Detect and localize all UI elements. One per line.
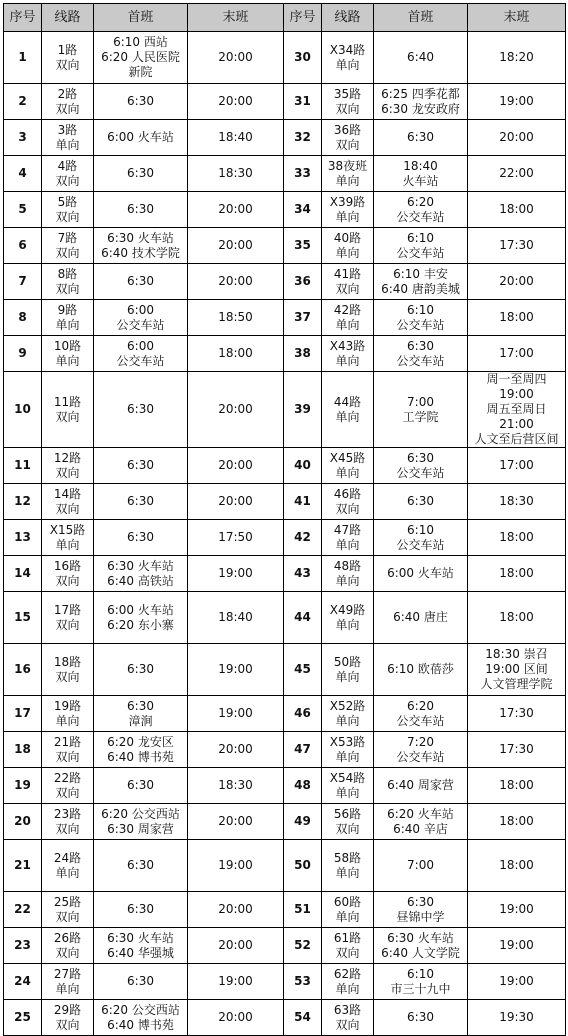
first-bus-cell: 6:20 公交西站 6:40 博书苑 — [94, 1000, 188, 1036]
first-bus-cell: 6:30 — [94, 964, 188, 1000]
index-cell: 48 — [284, 768, 322, 804]
first-bus-cell: 6:30 — [94, 84, 188, 120]
last-bus-cell: 18:30 — [188, 156, 284, 192]
last-bus-cell: 周一至周四 19:00 周五至周日 21:00 人文至后营区间 — [468, 372, 566, 448]
index-cell: 50 — [284, 840, 322, 892]
first-bus-cell: 6:30 — [94, 156, 188, 192]
first-bus-cell: 6:30 漳涧 — [94, 696, 188, 732]
index-cell: 32 — [284, 120, 322, 156]
index-cell: 19 — [4, 768, 42, 804]
last-bus-cell: 20:00 — [188, 84, 284, 120]
line-cell: 9路 单向 — [42, 300, 94, 336]
first-bus-cell: 6:30 火车站 6:40 华强城 — [94, 928, 188, 964]
line-cell: 40路 单向 — [322, 228, 374, 264]
index-cell: 54 — [284, 1000, 322, 1036]
first-bus-cell: 6:00 公交车站 — [94, 336, 188, 372]
last-bus-cell: 22:00 — [468, 156, 566, 192]
first-bus-cell: 6:30 公交车站 — [374, 336, 468, 372]
line-cell: 17路 双向 — [42, 592, 94, 644]
first-bus-cell: 6:20 龙安区 6:40 博书苑 — [94, 732, 188, 768]
last-bus-cell: 20:00 — [468, 120, 566, 156]
first-bus-cell: 6:30 — [94, 892, 188, 928]
table-row — [4, 84, 566, 120]
last-bus-cell: 19:00 — [188, 964, 284, 1000]
last-bus-cell: 18:00 — [468, 840, 566, 892]
line-cell: X15路 单向 — [42, 520, 94, 556]
index-cell: 38 — [284, 336, 322, 372]
line-cell: 4路 双向 — [42, 156, 94, 192]
index-cell: 18 — [4, 732, 42, 768]
line-cell: 2路 双向 — [42, 84, 94, 120]
last-bus-cell: 20:00 — [188, 264, 284, 300]
first-bus-cell: 6:00 火车站 6:20 东小寨 — [94, 592, 188, 644]
line-cell: 16路 双向 — [42, 556, 94, 592]
table-row — [4, 264, 566, 300]
table-row — [4, 520, 566, 556]
first-bus-cell: 6:30 火车站 6:40 高铁站 — [94, 556, 188, 592]
last-bus-cell: 20:00 — [188, 928, 284, 964]
index-cell: 33 — [284, 156, 322, 192]
line-cell: 22路 双向 — [42, 768, 94, 804]
line-cell: X53路 单向 — [322, 732, 374, 768]
index-cell: 51 — [284, 892, 322, 928]
line-cell: 1路 双向 — [42, 32, 94, 84]
index-cell: 42 — [284, 520, 322, 556]
last-bus-cell: 18:00 — [468, 192, 566, 228]
last-bus-cell: 18:00 — [468, 556, 566, 592]
last-bus-cell: 18:40 — [188, 592, 284, 644]
line-cell: 36路 双向 — [322, 120, 374, 156]
first-bus-cell: 6:10 西站 6:20 人民医院 新院 — [94, 32, 188, 84]
index-cell: 14 — [4, 556, 42, 592]
line-cell: 3路 单向 — [42, 120, 94, 156]
line-cell: 56路 双向 — [322, 804, 374, 840]
table-row — [4, 1000, 566, 1036]
header-row — [4, 4, 566, 32]
line-cell: 60路 单向 — [322, 892, 374, 928]
last-bus-cell: 20:00 — [188, 732, 284, 768]
last-bus-cell: 20:00 — [188, 804, 284, 840]
last-bus-cell: 18:00 — [468, 768, 566, 804]
table-row — [4, 840, 566, 892]
table-row — [4, 964, 566, 1000]
line-cell: X43路 单向 — [322, 336, 374, 372]
index-cell: 12 — [4, 484, 42, 520]
first-bus-cell: 6:10 公交车站 — [374, 300, 468, 336]
table-row — [4, 592, 566, 644]
line-cell: 21路 双向 — [42, 732, 94, 768]
index-cell: 47 — [284, 732, 322, 768]
index-cell: 45 — [284, 644, 322, 696]
last-bus-cell: 19:00 — [468, 84, 566, 120]
index-cell: 43 — [284, 556, 322, 592]
index-cell: 7 — [4, 264, 42, 300]
table-row — [4, 644, 566, 696]
line-cell: 38夜班 单向 — [322, 156, 374, 192]
first-bus-cell: 6:20 公交车站 — [374, 696, 468, 732]
line-cell: 10路 单向 — [42, 336, 94, 372]
first-bus-cell: 6:30 — [94, 484, 188, 520]
table-row — [4, 804, 566, 840]
line-cell: 50路 单向 — [322, 644, 374, 696]
first-bus-cell: 6:30 — [94, 768, 188, 804]
last-bus-cell: 20:00 — [468, 264, 566, 300]
first-bus-cell: 6:30 — [94, 372, 188, 448]
first-bus-cell: 6:30 火车站 6:40 技术学院 — [94, 228, 188, 264]
line-cell: 5路 双向 — [42, 192, 94, 228]
line-cell: 19路 单向 — [42, 696, 94, 732]
index-cell: 44 — [284, 592, 322, 644]
last-bus-cell: 17:00 — [468, 448, 566, 484]
line-cell: 27路 单向 — [42, 964, 94, 1000]
last-bus-cell: 17:30 — [468, 696, 566, 732]
last-bus-cell: 18:50 — [188, 300, 284, 336]
header-first-bus-right: 首班 — [374, 4, 468, 32]
last-bus-cell: 18:00 — [468, 592, 566, 644]
line-cell: 46路 双向 — [322, 484, 374, 520]
line-cell: 26路 双向 — [42, 928, 94, 964]
first-bus-cell: 6:40 唐庄 — [374, 592, 468, 644]
last-bus-cell: 17:00 — [468, 336, 566, 372]
table-row — [4, 32, 566, 84]
first-bus-cell: 6:10 丰安 6:40 唐韵美城 — [374, 264, 468, 300]
header-index-left: 序号 — [4, 4, 42, 32]
last-bus-cell: 19:30 — [468, 1000, 566, 1036]
header-last-bus-left: 末班 — [188, 4, 284, 32]
header-line-right: 线路 — [322, 4, 374, 32]
line-cell: X45路 单向 — [322, 448, 374, 484]
first-bus-cell: 6:10 市三十九中 — [374, 964, 468, 1000]
index-cell: 30 — [284, 32, 322, 84]
first-bus-cell: 6:20 公交西站 6:30 周家营 — [94, 804, 188, 840]
line-cell: X52路 单向 — [322, 696, 374, 732]
first-bus-cell: 6:10 欧蓓莎 — [374, 644, 468, 696]
index-cell: 52 — [284, 928, 322, 964]
line-cell: 29路 双向 — [42, 1000, 94, 1036]
index-cell: 4 — [4, 156, 42, 192]
index-cell: 1 — [4, 32, 42, 84]
index-cell: 34 — [284, 192, 322, 228]
index-cell: 41 — [284, 484, 322, 520]
last-bus-cell: 20:00 — [188, 228, 284, 264]
table-row — [4, 928, 566, 964]
last-bus-cell: 19:00 — [188, 644, 284, 696]
line-cell: 63路 双向 — [322, 1000, 374, 1036]
last-bus-cell: 18:20 — [468, 32, 566, 84]
first-bus-cell: 6:30 昼锦中学 — [374, 892, 468, 928]
index-cell: 3 — [4, 120, 42, 156]
first-bus-cell: 6:30 — [94, 448, 188, 484]
index-cell: 6 — [4, 228, 42, 264]
first-bus-cell: 6:30 — [374, 120, 468, 156]
first-bus-cell: 7:00 工学院 — [374, 372, 468, 448]
table-row — [4, 300, 566, 336]
first-bus-cell: 6:30 — [94, 192, 188, 228]
table-row — [4, 192, 566, 228]
last-bus-cell: 19:00 — [188, 556, 284, 592]
line-cell: 48路 单向 — [322, 556, 374, 592]
header-first-bus-left: 首班 — [94, 4, 188, 32]
last-bus-cell: 17:50 — [188, 520, 284, 556]
first-bus-cell: 6:00 火车站 — [94, 120, 188, 156]
index-cell: 17 — [4, 696, 42, 732]
last-bus-cell: 20:00 — [188, 448, 284, 484]
index-cell: 46 — [284, 696, 322, 732]
first-bus-cell: 6:20 公交车站 — [374, 192, 468, 228]
index-cell: 21 — [4, 840, 42, 892]
index-cell: 8 — [4, 300, 42, 336]
first-bus-cell: 6:10 公交车站 — [374, 520, 468, 556]
table-row — [4, 484, 566, 520]
table-row — [4, 732, 566, 768]
last-bus-cell: 18:30 崇召 19:00 区间 人文管理学院 — [468, 644, 566, 696]
last-bus-cell: 20:00 — [188, 1000, 284, 1036]
line-cell: X54路 单向 — [322, 768, 374, 804]
line-cell: 11路 双向 — [42, 372, 94, 448]
last-bus-cell: 19:00 — [468, 892, 566, 928]
index-cell: 36 — [284, 264, 322, 300]
last-bus-cell: 18:00 — [188, 336, 284, 372]
table-row — [4, 120, 566, 156]
line-cell: 24路 单向 — [42, 840, 94, 892]
line-cell: 25路 双向 — [42, 892, 94, 928]
line-cell: 12路 双向 — [42, 448, 94, 484]
first-bus-cell: 6:00 火车站 — [374, 556, 468, 592]
first-bus-cell: 6:00 公交车站 — [94, 300, 188, 336]
first-bus-cell: 6:40 周家营 — [374, 768, 468, 804]
last-bus-cell: 20:00 — [188, 372, 284, 448]
index-cell: 35 — [284, 228, 322, 264]
table-row — [4, 448, 566, 484]
index-cell: 37 — [284, 300, 322, 336]
first-bus-cell: 6:30 — [94, 264, 188, 300]
first-bus-cell: 6:30 公交车站 — [374, 448, 468, 484]
first-bus-cell: 6:30 — [374, 1000, 468, 1036]
line-cell: 8路 双向 — [42, 264, 94, 300]
first-bus-cell: 6:30 — [94, 520, 188, 556]
first-bus-cell: 6:30 火车站 6:40 人文学院 — [374, 928, 468, 964]
last-bus-cell: 20:00 — [188, 32, 284, 84]
first-bus-cell: 6:30 — [94, 840, 188, 892]
last-bus-cell: 20:00 — [188, 484, 284, 520]
index-cell: 22 — [4, 892, 42, 928]
index-cell: 49 — [284, 804, 322, 840]
table-row — [4, 228, 566, 264]
line-cell: 44路 单向 — [322, 372, 374, 448]
last-bus-cell: 19:00 — [468, 928, 566, 964]
index-cell: 53 — [284, 964, 322, 1000]
index-cell: 24 — [4, 964, 42, 1000]
table-row — [4, 156, 566, 192]
header-index-right: 序号 — [284, 4, 322, 32]
table-row — [4, 372, 566, 448]
first-bus-cell: 7:00 — [374, 840, 468, 892]
line-cell: 14路 双向 — [42, 484, 94, 520]
last-bus-cell: 17:30 — [468, 732, 566, 768]
line-cell: 23路 双向 — [42, 804, 94, 840]
last-bus-cell: 20:00 — [188, 192, 284, 228]
header-last-bus-right: 末班 — [468, 4, 566, 32]
index-cell: 31 — [284, 84, 322, 120]
first-bus-cell: 7:20 公交车站 — [374, 732, 468, 768]
last-bus-cell: 18:30 — [188, 768, 284, 804]
index-cell: 25 — [4, 1000, 42, 1036]
line-cell: X39路 单向 — [322, 192, 374, 228]
table-row — [4, 336, 566, 372]
index-cell: 23 — [4, 928, 42, 964]
first-bus-cell: 6:20 火车站 6:40 辛店 — [374, 804, 468, 840]
line-cell: 61路 双向 — [322, 928, 374, 964]
first-bus-cell: 6:40 — [374, 32, 468, 84]
last-bus-cell: 19:00 — [188, 840, 284, 892]
table-row — [4, 696, 566, 732]
index-cell: 39 — [284, 372, 322, 448]
first-bus-cell: 6:10 公交车站 — [374, 228, 468, 264]
bus-schedule-table — [3, 3, 566, 1036]
first-bus-cell: 6:30 — [94, 644, 188, 696]
last-bus-cell: 17:30 — [468, 228, 566, 264]
first-bus-cell: 18:40 火车站 — [374, 156, 468, 192]
index-cell: 13 — [4, 520, 42, 556]
line-cell: 41路 双向 — [322, 264, 374, 300]
last-bus-cell: 18:30 — [468, 484, 566, 520]
line-cell: 35路 双向 — [322, 84, 374, 120]
line-cell: X49路 单向 — [322, 592, 374, 644]
index-cell: 5 — [4, 192, 42, 228]
index-cell: 16 — [4, 644, 42, 696]
table-row — [4, 556, 566, 592]
last-bus-cell: 18:00 — [468, 804, 566, 840]
line-cell: 42路 单向 — [322, 300, 374, 336]
line-cell: X34路 单向 — [322, 32, 374, 84]
line-cell: 7路 双向 — [42, 228, 94, 264]
index-cell: 9 — [4, 336, 42, 372]
index-cell: 2 — [4, 84, 42, 120]
last-bus-cell: 19:00 — [468, 964, 566, 1000]
index-cell: 11 — [4, 448, 42, 484]
last-bus-cell: 20:00 — [188, 892, 284, 928]
line-cell: 47路 单向 — [322, 520, 374, 556]
line-cell: 58路 单向 — [322, 840, 374, 892]
first-bus-cell: 6:25 四季花都 6:30 龙安政府 — [374, 84, 468, 120]
index-cell: 10 — [4, 372, 42, 448]
last-bus-cell: 18:00 — [468, 520, 566, 556]
index-cell: 15 — [4, 592, 42, 644]
table-row — [4, 768, 566, 804]
last-bus-cell: 19:00 — [188, 696, 284, 732]
line-cell: 18路 双向 — [42, 644, 94, 696]
header-line-left: 线路 — [42, 4, 94, 32]
last-bus-cell: 18:00 — [468, 300, 566, 336]
table-row — [4, 892, 566, 928]
index-cell: 40 — [284, 448, 322, 484]
first-bus-cell: 6:30 — [374, 484, 468, 520]
line-cell: 62路 单向 — [322, 964, 374, 1000]
index-cell: 20 — [4, 804, 42, 840]
last-bus-cell: 18:40 — [188, 120, 284, 156]
